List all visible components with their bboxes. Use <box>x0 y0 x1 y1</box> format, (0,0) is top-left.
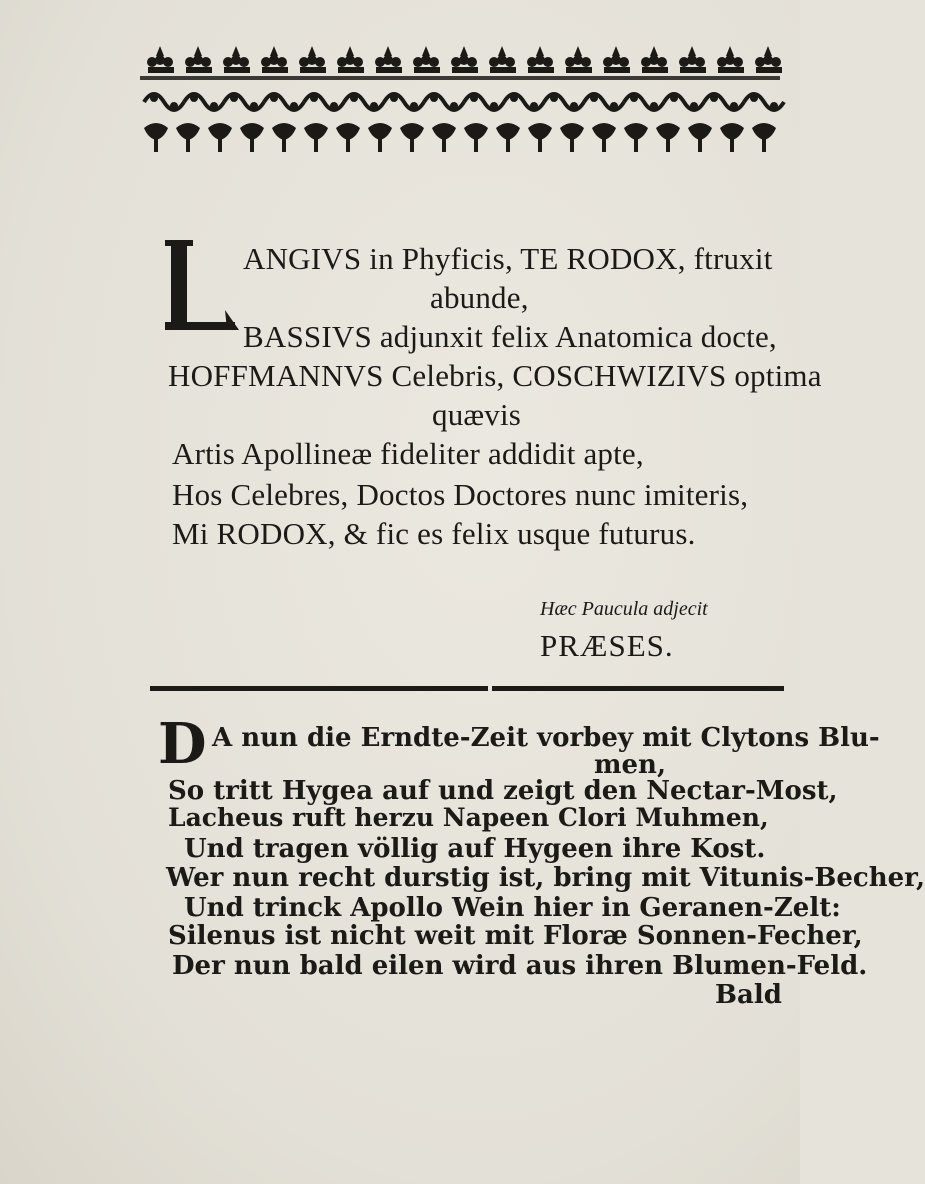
drop-cap-l <box>165 240 240 335</box>
ornament-pendant <box>528 123 552 152</box>
german-line-2: men, <box>594 750 667 780</box>
ornament-pendant <box>464 123 488 152</box>
latin-line-8: Mi RODOX, & fic es felix usque futurus. <box>172 516 696 551</box>
ornament-scroll <box>304 94 344 110</box>
ornament-fleuron <box>717 46 744 73</box>
latin-line-7: Hos Celebres, Doctos Doctores nunc imiteris, <box>172 477 749 512</box>
ornament-scroll <box>744 94 784 110</box>
ornament-pendant <box>368 123 392 152</box>
ornament-fleuron <box>185 46 212 73</box>
ornament-scroll <box>384 94 424 110</box>
latin-line-5: quævis <box>432 397 522 432</box>
ornament-svg <box>140 40 790 160</box>
german-line-7: Und trinck Apollo Wein hier in Geranen-Zelt: <box>184 893 841 923</box>
latin-line-2: abunde, <box>430 280 529 315</box>
ornament-pendant <box>656 123 680 152</box>
ornament-scroll <box>464 94 504 110</box>
german-line-5: Und tragen völlig auf Hygeen ihre Kost. <box>184 834 766 864</box>
ornament-fleuron <box>527 46 554 73</box>
ornament-fleuron <box>337 46 364 73</box>
ornament-pendant <box>496 123 520 152</box>
latin-line-4: HOFFMANNVS Celebris, COSCHWIZIVS optima <box>168 358 822 393</box>
ornament-band <box>140 40 790 160</box>
ornament-fleuron <box>451 46 478 73</box>
ornament-fleuron <box>299 46 326 73</box>
german-line-3: So tritt Hygea auf und zeigt den Nectar-Most, <box>168 776 838 806</box>
catchword: Bald <box>715 980 782 1010</box>
divider-rule-right <box>492 686 784 691</box>
ornament-scroll <box>424 94 464 110</box>
ornament-fleuron <box>679 46 706 73</box>
ornament-scroll <box>344 94 384 110</box>
ornament-pendant <box>592 123 616 152</box>
ornament-pendant <box>272 123 296 152</box>
ornament-pendant <box>336 123 360 152</box>
ornament-fleuron <box>565 46 592 73</box>
german-line-8: Silenus ist nicht weit mit Floræ Sonnen-Fecher, <box>168 921 863 951</box>
ornament-pendant <box>560 123 584 152</box>
adjecit-note: Hæc Paucula adjecit <box>540 598 708 620</box>
german-line-9: Der nun bald eilen wird aus ihren Blumen-Feld. <box>172 951 868 981</box>
ornament-pendant <box>688 123 712 152</box>
ornament-pendant <box>624 123 648 152</box>
ornament-scroll <box>664 94 704 110</box>
ornament-scroll <box>624 94 664 110</box>
ornament-scroll <box>224 94 264 110</box>
ornament-fleuron <box>261 46 288 73</box>
ornament-fleuron <box>147 46 174 73</box>
ornament-scroll <box>264 94 304 110</box>
drop-cap-d: D <box>158 711 207 777</box>
ornament-fleuron <box>641 46 668 73</box>
german-line-6: Wer nun recht durstig ist, bring mit Vitunis-Becher, <box>166 863 925 893</box>
ornament-pendant <box>144 123 168 152</box>
ornament-fleuron <box>603 46 630 73</box>
german-line-1: A nun die Erndte-Zeit vorbey mit Clytons Blu- <box>212 723 880 753</box>
ornament-fleuron <box>223 46 250 73</box>
ornament-pendant <box>176 123 200 152</box>
ornament-pendant <box>400 123 424 152</box>
ornament-fleuron <box>413 46 440 73</box>
ornament-scroll <box>544 94 584 110</box>
ornament-pendant <box>432 123 456 152</box>
latin-line-6: Artis Apollineæ fideliter addidit apte, <box>172 436 644 471</box>
ornament-scroll <box>704 94 744 110</box>
praeses-signature: PRÆSES. <box>540 628 674 663</box>
ornament-row-1 <box>140 76 780 80</box>
ornament-scroll <box>184 94 224 110</box>
german-line-4: Lacheus ruft herzu Napeen Clori Muhmen, <box>168 803 769 832</box>
divider-rule-left <box>150 686 488 691</box>
ornament-pendant <box>208 123 232 152</box>
latin-line-3: BASSIVS adjunxit felix Anatomica docte, <box>243 319 777 354</box>
ornament-scroll <box>584 94 624 110</box>
ornament-fleuron <box>755 46 782 73</box>
latin-line-1: ANGIVS in Phyficis, TE RODOX, ftruxit <box>243 241 773 276</box>
ornament-pendant <box>304 123 328 152</box>
ornament-pendant <box>752 123 776 152</box>
ornament-scroll <box>504 94 544 110</box>
drop-cap-l-glyph <box>165 240 240 335</box>
ornament-fleuron <box>489 46 516 73</box>
ornament-fleuron <box>375 46 402 73</box>
ornament-pendant <box>720 123 744 152</box>
ornament-pendant <box>240 123 264 152</box>
ornament-scroll <box>144 94 184 110</box>
